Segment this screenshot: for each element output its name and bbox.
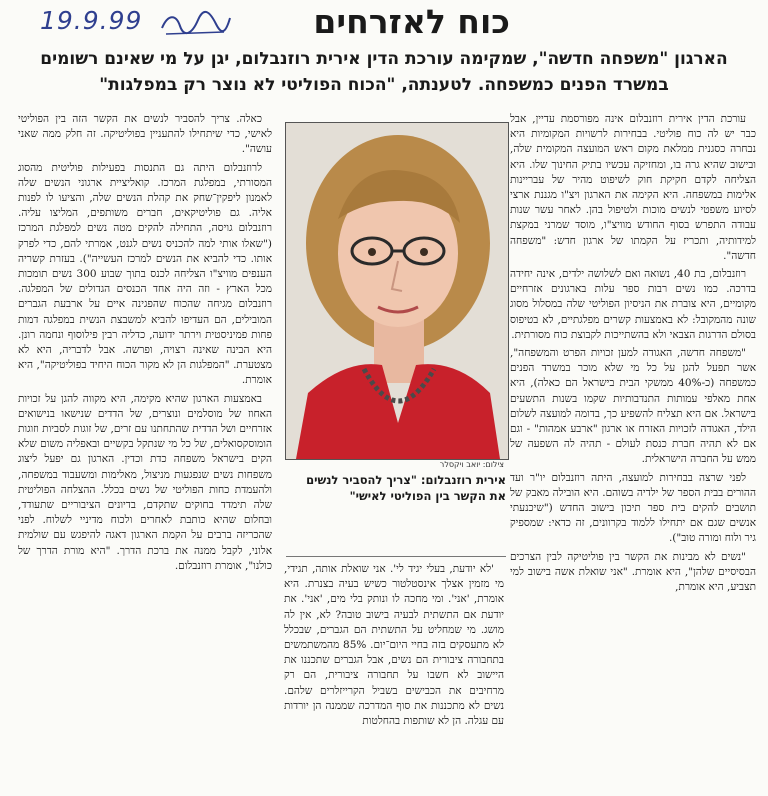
paragraph: לרוזנבלום היתה גם התנסות בפעילות פוליטית מהסוג המסורתי, במפלגת המרכז. קואליציית ארגוני הנשים שלה לאמנון ליפקין־שחק את קהלת הנשים שלה, והציעו לו לפנות אליה. גם פוליטיקאים, חברים משותפים, המליצו עליה. רוזנבלום גויסה, התחילה להקים מטה נשים למפלגת המרכז ("שאלו אותי למה להכניס נשים לגנט, אמרתי להם, כדי לפרק אותו. כדי להביא את הנשים למרכז העשייה"). בעזרת קשריה הענפים מוויצ"ו הצליחה לכנס בתוך שבוע 300 נשים תומכות מכל הארץ - וזה היה אחד הכנסים הגדולים של המפלגה. רוזנבלום מגיחה שהכוח שהפגינה איים על ארבעת הגברים המובילים, הם העדיפו להביא למשבצת הנשית במפלגה דמות פחות פמיניסטית וירתר ידועה, כדליה רבין פילוסוף ונחמה רונן. היא הבינה שאינה רצויה, ופרשה. אבל לדבריה, היא לא מצטערת. "המפלגות הן לא מקור הכוח היחיד בפוליטיקה", היא אומרת. [18, 161, 272, 387]
handwritten-source-mark [158, 8, 234, 38]
caption-quote: "צריך להסביר לנשים את הקשר בין הפוליטי לאישי" [306, 473, 506, 503]
lead-paragraph: הארגון "משפחה חדשה", שמקימה עורכת הדין אירית רוזנבלום, יגן על מי שאינם רשומים במשרד הפנים כמשפחה. לטענתה, "הכוח הפוליטי לא נוצר רק במפלגות" [40, 49, 728, 95]
paragraph: 'לא יודעת, בעלי יגיד לי'. אני שואלת אותה, תגידי, מי מזמין אצלך אינסטלטור כשיש בעיה בצנרת. היא אומרת, 'אני'. ומי מחכה לו ונותק בלי מים, 'אני'. את יודעת אם התשתית לבעיה בישוב טובה? לא, אין לה מושג. מי שמחליט על התשתית הם הגברים, שבכלל לא מתעסקים בזה בחיי היום־יום. 85% מהמשתמשים בתחבורה ציבורית הם נשים, אבל הגברים שתכננו את היישוב לא חשבו על תחבורה ציבורית, הם רק מרחיבים את הכבישים בשביל הקרייזלרים שלהם. נשים לא מתכננות את סוף המדרכה שממנה הן יורדות עם עגלה. הן לא שותפות בהחלטות [284, 563, 504, 728]
portrait-photo [285, 122, 509, 460]
article-column-right [510, 112, 756, 796]
paragraph: לפני שרצה בבחירות למועצה, היתה רוזנבלום יו"ר ועד ההורים בבית הספר של ילדיה בשוהם. היא הובילה מאבק של תושבים להקים בית ספר תיכון בישוב החדש ("שיכנעתי אנשים שגם אם יתחילו ללמוד בקרוונים, זה כדאי: שמספיק גיר ולוח ומורה טוב"). [510, 471, 756, 545]
paragraph: באמצעות הארגון שהיא מקימה, היא מקווה להגן על זכויות האחוז של מוסלמים ונוצרים, של הדדים שנישאו בנישואים אזרחיים ושל הדדית שהתחתנו עם זרים, של זוגות לסביות וזוגות הומוסקסואלים, של כל מי שנתקל בקשיים ובאפליה משום שלא הקים בישראל משפחה כדת וכדין. הארגון גם יפעל ליצוג משפחות נשים שנפגעות מניצול, מאלימות ומשעבוד במשפחה, ולהעמדת כחות הפוליטי של נשים בכלל. ההצלחה הפוליטית שלה תימדד בחוקים שתקדם, בדיונים הציבוריים שתעודד, ובחלום שהיא כותבת לאחרים ולכוח מדיניי לשלוח. לפני שהכריזה ברבים על הקמת הארגון דאגה להיפגש עם שולמית אלוני, לקבל ממנה את ברכת הדרך. "היא מורת הדרך של כולנו", אומרת רוזנבלום. [18, 392, 272, 572]
article-column-left [18, 112, 272, 796]
article-column-middle [284, 562, 504, 796]
headline: כוח לאזרחים [313, 2, 510, 41]
handwritten-date: 19.9.99 [40, 6, 143, 35]
paragraph: "נשים לא מבינות את הקשר בין פוליטיקה לבין הצרכים הבסיסיים שלהן", היא אומרת. "אני שואלת אשה בישוב למי תצביע, היא אומרת, [510, 550, 756, 594]
paragraph: כאלה. צריך להסביר לנשים את הקשר הזה בין הפוליטי לאישי, כדי שיתחילו להתעניין בפוליטיקה. זה חלק ממה שאני עושה". [18, 113, 272, 156]
paragraph: עורכת הדין אירית רוזנבלום אינה מפורסמת עדיין, אבל כבר יש לה כוח פוליטי. בבחירות לרשויות המקומיות היא נבחרה כסגנית ממלאת מקום ראש המועצה המקומית שלה, ובישוב שהיא גרה בו, ומחזיקה עכשיו בתיק החינוך שלו. היא הצליחה לקדם חקיקת חוק לשיפוט מהיר של עבריינות אלימות במשפחה. היא הקימה את הארגון ויצ"ו מגננת ארצי לסיוע משפטי לנשים מוכות ולטיפול בהן. לאחר עשר שנות עבודה התפרש בסוף החודש מוויצ"ו, מוסד שמרני במקצת למידותיה, ותכריז על הקמתו של ארגון חדש: "משפחה חדשה". [510, 113, 756, 262]
portrait-image [286, 123, 508, 459]
photo-caption [286, 472, 506, 504]
paragraph: "משפחה חדשה, האגודה למען זכויות הפרט והמשפחה", אשר תפעל להגן על כל מי שלא מוכר במשרד הפנים כמשפחה (כ-40% ממשקי הבית בישראל הם כאלה), היא אחת מאלפי עמותות התנדבותיות שקמו בשנות התשעים בישראל. אם היא תצליח להשפיע כך, בדומה למועצה לשלום הילד, האגודה לזכויות האזרח או ארגון "ארבע אמהות" - וגם אם לא תהיה חברת כנסת לעולם - תהיה לה השפעה של ממש על החברה הישראלית. [510, 347, 756, 466]
caption-divider [286, 556, 506, 557]
paragraph: רוזנבלום, בת 40, נשואה ואם לשלושה ילדים, אינה יחידה בדרכה. כמו נשים רבות ספר עלות בארגונים אזרחיים מקומיים, היא צוברת את הניסיון הפוליטי שלה במסלול מסוג שונה מהמקובל: לא באמצעות קשרים מפלגתיים, לא בטיפוס בסולם הדרגות הצבאי ולא בהשתייכות לקבוצת כוח מסורתית. [510, 268, 756, 341]
caption-name: אירית רוזנבלום: [420, 473, 506, 487]
photo-credit: צילום: יואב ויקסלר [439, 460, 504, 469]
